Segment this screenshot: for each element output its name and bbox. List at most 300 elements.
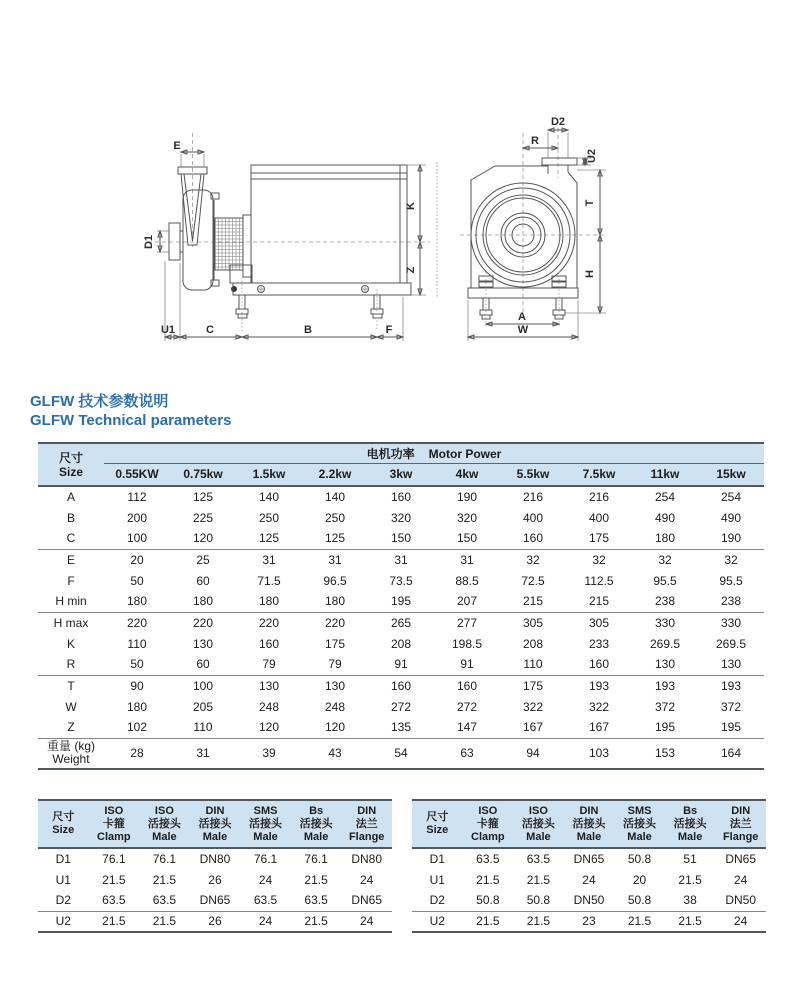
value-cell: 110 [193,720,213,735]
value-cell: 248 [324,699,346,714]
table-row [38,549,764,570]
value-cell: 208 [390,636,412,651]
port-table-2-body [412,848,766,932]
row-label: A [66,490,75,504]
value-cell: 24 [734,872,748,887]
motor-power-header [104,443,764,463]
value-cell: 180 [126,594,148,609]
connection-standard: DIN [731,804,751,817]
value-cell: 167 [522,720,544,735]
value-cell: 21.5 [304,914,328,929]
value-cell: 24 [360,914,374,929]
value-cell: 20 [632,872,647,887]
value-cell: 63.5 [102,893,126,908]
value-cell: 76.1 [253,852,278,866]
power-column-header: 0.55KW [104,463,170,486]
dim-label-w: W [517,324,529,336]
value-cell: 193 [588,678,610,693]
value-cell: 272 [456,699,478,714]
connection-column-header [614,800,665,848]
table-row [38,890,392,911]
value-cell: 24 [360,872,374,887]
row-label: H min [55,594,87,609]
value-cell: 31 [196,746,210,761]
connection-standard: SMS [253,804,278,817]
value-cell: 32 [526,552,540,567]
value-cell: 43 [328,746,342,761]
table-row [38,738,764,769]
value-cell: 238 [654,594,676,609]
value-cell: 20 [130,552,144,567]
value-cell: 50.8 [476,893,500,908]
value-cell: 88.5 [455,573,479,588]
value-cell: 50.8 [627,852,652,866]
dim-label-k: K [405,202,417,210]
value-cell: 50.8 [526,893,551,908]
value-cell: DN80 [199,852,231,866]
table-row [38,848,392,869]
row-label: F [67,573,75,588]
value-cell: DN65 [199,893,231,908]
value-cell: 277 [456,615,478,630]
value-cell: 72.5 [521,573,545,588]
side-view-geometry [148,133,437,341]
value-cell: 130 [258,678,280,693]
value-cell: 50.8 [627,893,652,908]
size-header-zh: 尺寸 [426,811,449,823]
value-cell: 25 [196,552,210,567]
connection-column-header [513,800,564,848]
dim-label-d1: D1 [143,234,155,250]
connection-type-zh: 活接头 [299,817,333,830]
value-cell: 21.5 [476,914,500,929]
value-cell: 90 [130,678,144,693]
value-cell: 125 [324,531,346,546]
dim-label-z: Z [405,266,417,274]
connection-type-en: Male [303,830,329,843]
connection-column-header [715,800,766,848]
row-label: D1 [55,852,71,866]
table-row [38,696,764,717]
value-cell: 38 [683,893,697,908]
connection-column-header [240,800,291,848]
dim-label-c: C [206,324,214,336]
dim-label-b: B [304,324,312,336]
power-columns-row [38,463,764,486]
value-cell: 21.5 [152,914,177,929]
connection-type-zh: 活接头 [623,817,657,830]
value-cell: DN65 [573,852,605,866]
value-cell: 130 [654,657,676,672]
connection-standard: DIN [205,804,225,817]
pump-side-view-drawing [130,105,460,355]
table-row [38,591,764,612]
value-cell: 26 [208,914,222,929]
value-cell: 225 [192,510,214,525]
size-header-en: Size [58,464,83,479]
value-cell: 140 [324,490,346,504]
connection-type-zh: 活接头 [521,817,555,830]
value-cell: 140 [258,490,280,504]
value-cell: 51 [683,852,697,866]
connection-type-en: Male [202,830,228,843]
row-label: D2 [55,893,71,908]
dim-label-d2: D2 [550,116,566,128]
value-cell: 238 [720,594,742,609]
connection-standard: SMS [627,804,652,817]
section-title [30,392,231,430]
table-row [412,890,766,911]
value-cell: 180 [258,594,280,609]
table-row [38,654,764,675]
value-cell: 39 [262,746,276,761]
connection-type-en: Flange [348,830,385,843]
value-cell: 372 [654,699,676,714]
title-chinese: GLFW 技术参数说明 [30,393,169,410]
size-header-zh: 尺寸 [52,811,75,823]
row-label: B [66,510,75,525]
connection-column-header [291,800,342,848]
value-cell: 195 [654,720,676,735]
value-cell: 198.5 [451,636,483,651]
value-cell: 100 [192,678,214,693]
value-cell: 160 [258,636,280,651]
connection-type-en: Male [253,830,278,843]
row-label: T [67,678,75,693]
power-column-header: 1.5kw [236,463,302,486]
value-cell: 248 [258,699,280,714]
value-cell: 190 [456,490,478,504]
connection-type-en: Clamp [471,830,505,843]
value-cell: 31 [328,552,342,567]
power-column-header: 7.5kw [566,463,632,486]
value-cell: 130 [720,657,742,672]
value-cell: 180 [192,594,214,609]
table-row [412,911,766,932]
table-row [38,486,764,507]
value-cell: 32 [724,552,738,567]
pump-front-view-drawing [455,108,690,348]
connection-type-zh: 活接头 [147,817,181,830]
row-label: U1 [55,872,71,887]
value-cell: 220 [258,615,280,630]
connection-standard: ISO [104,804,124,817]
value-cell: 28 [130,746,144,761]
table-row [38,675,764,696]
value-cell: 193 [654,678,676,693]
value-cell: 269.5 [715,636,747,651]
connection-standard: DIN [357,804,377,817]
value-cell: 31 [262,552,276,567]
value-cell: 21.5 [526,914,551,929]
value-cell: 120 [192,531,214,546]
connection-type-en: Male [526,830,551,843]
value-cell: 147 [456,720,478,735]
value-cell: 193 [720,678,742,693]
value-cell: 208 [522,636,544,651]
power-column-header: 3kw [368,463,434,486]
value-cell: 50 [130,573,144,588]
value-cell: 160 [588,657,610,672]
size-column-header [38,800,89,848]
value-cell: 180 [654,531,676,546]
value-cell: 79 [262,657,276,672]
power-column-header: 15kw [698,463,764,486]
value-cell: 112.5 [584,573,614,588]
value-cell: 102 [126,720,148,735]
row-label: U2 [55,914,71,929]
row-label: K [66,636,75,651]
value-cell: 490 [654,510,676,525]
value-cell: 164 [720,746,742,761]
row-label-zh: 重量 (kg) [46,739,95,754]
power-column-header: 5.5kw [500,463,566,486]
value-cell: 79 [328,657,342,672]
value-cell: 175 [324,636,346,651]
row-label: D2 [429,893,445,908]
value-cell: 112 [127,490,147,504]
value-cell: 150 [390,531,412,546]
value-cell: 330 [654,615,676,630]
value-cell: 272 [390,699,412,714]
row-label-en: Weight [52,752,90,767]
value-cell: 24 [258,914,273,929]
connection-standard: ISO [528,804,548,817]
size-column-header [412,800,463,848]
value-cell: 21.5 [627,914,652,929]
value-cell: 120 [324,720,346,735]
value-cell: 76.1 [102,852,126,866]
connection-column-header [341,800,392,848]
title-english: GLFW Technical parameters [30,412,232,429]
connection-column-header [89,800,140,848]
value-cell: 130 [324,678,346,693]
motor-power-en: Motor Power [428,446,502,461]
value-cell: 175 [588,531,610,546]
value-cell: 305 [522,615,544,630]
value-cell: 91 [394,657,408,672]
value-cell: 233 [588,636,610,651]
value-cell: 71.5 [257,573,281,588]
dim-label-h: H [584,270,596,278]
value-cell: 153 [654,746,676,761]
table-row [38,869,392,890]
value-cell: 322 [588,699,610,714]
row-label: U2 [429,914,445,929]
value-cell: 160 [456,678,478,693]
dim-label-r: R [531,135,539,147]
value-cell: 110 [127,636,147,651]
row-label [38,738,104,769]
value-cell: 32 [592,552,606,567]
size-header-zh: 尺寸 [58,450,83,465]
table-row [38,570,764,591]
connection-column-header [665,800,716,848]
value-cell: 76.1 [304,852,328,866]
port-table-1-header [38,800,392,848]
table-row [38,633,764,654]
value-cell: 215 [522,594,544,609]
value-cell: 250 [324,510,346,525]
value-cell: 400 [588,510,610,525]
value-cell: 125 [258,531,280,546]
value-cell: 21.5 [526,872,551,887]
value-cell: 160 [522,531,544,546]
port-table-1-body [38,848,392,932]
value-cell: 31 [394,552,408,567]
value-cell: 100 [126,531,148,546]
dim-label-u2: U2 [586,148,598,164]
value-cell: 216 [522,490,544,504]
connection-type-en: Male [576,830,602,843]
value-cell: 63.5 [304,893,328,908]
value-cell: 135 [390,720,412,735]
table-row [38,911,392,932]
value-cell: 63 [460,746,474,761]
value-cell: 269.5 [649,636,681,651]
table-row [412,848,766,869]
connection-type-zh: 活接头 [249,817,283,830]
connection-standard: Bs [683,804,698,817]
value-cell: 21.5 [102,914,126,929]
connection-type-en: Clamp [97,830,131,843]
motor-power-zh: 电机功率 [366,446,415,461]
value-cell: 95.5 [719,573,743,588]
value-cell: 150 [456,531,478,546]
connection-type-zh: 活接头 [572,817,606,830]
connection-type-zh: 活接头 [673,817,707,830]
row-label: D1 [429,852,445,866]
value-cell: DN80 [351,852,383,866]
size-header-en: Size [52,824,75,836]
value-cell: DN50 [573,893,605,908]
value-cell: 21.5 [102,872,126,887]
value-cell: 103 [588,746,610,761]
value-cell: 167 [588,720,610,735]
value-cell: 21.5 [678,872,702,887]
value-cell: 63.5 [253,893,278,908]
motor-body [251,165,407,283]
main-parameters-table [38,442,764,770]
value-cell: 63.5 [476,852,500,866]
connection-column-header [190,800,241,848]
value-cell: 490 [720,510,742,525]
dim-label-t: T [584,199,596,207]
connection-type-zh: 法兰 [355,817,378,830]
value-cell: 24 [258,872,273,887]
port-table-2-header [412,800,766,848]
value-cell: DN65 [351,893,383,908]
dim-label-u1: U1 [160,324,176,336]
value-cell: 24 [734,914,748,929]
row-label: H max [53,615,89,630]
value-cell: 60 [196,657,210,672]
value-cell: 254 [720,490,742,504]
side-view-dimension-labels [143,140,417,336]
lantern-grid-lines [215,218,243,270]
connection-type-en: Flange [722,830,759,843]
port-table-header-row [412,800,766,848]
value-cell: 320 [390,510,412,525]
value-cell: 160 [390,490,412,504]
connection-type-en: Male [627,830,652,843]
power-column-header: 4kw [434,463,500,486]
value-cell: 195 [390,594,412,609]
value-cell: 250 [258,510,280,525]
power-column-header: 2.2kw [302,463,368,486]
value-cell: 190 [720,531,742,546]
main-table-body [38,486,764,769]
value-cell: 32 [658,552,672,567]
size-header-en: Size [426,824,449,836]
value-cell: 26 [208,872,222,887]
value-cell: 24 [582,872,596,887]
value-cell: 180 [324,594,346,609]
value-cell: 130 [192,636,214,651]
value-cell: 205 [192,699,214,714]
value-cell: 76.1 [152,852,177,866]
row-label: U1 [429,872,445,887]
value-cell: 175 [522,678,544,693]
value-cell: 96.5 [323,573,347,588]
value-cell: 160 [390,678,412,693]
connection-column-header [139,800,190,848]
value-cell: 21.5 [304,872,328,887]
value-cell: 94 [526,746,540,761]
value-cell: 195 [720,720,742,735]
value-cell: 305 [588,615,610,630]
value-cell: 21.5 [678,914,702,929]
main-table-header [38,443,764,486]
dim-label-a: A [518,311,526,323]
table-row [38,612,764,633]
value-cell: 21.5 [476,872,500,887]
value-cell: 31 [460,552,474,567]
power-column-header: 0.75kw [170,463,236,486]
row-label: W [65,699,77,714]
value-cell: 207 [456,594,478,609]
value-cell: 50 [130,657,144,672]
value-cell: 54 [394,746,408,761]
row-label: Z [67,720,75,735]
value-cell: 60 [196,573,210,588]
port-size-table-2 [412,799,766,933]
table-row [38,507,764,528]
value-cell: 265 [390,615,412,630]
value-cell: DN65 [725,852,757,866]
dim-label-f: F [385,324,393,336]
value-cell: 110 [523,657,543,672]
connection-type-zh: 卡箍 [476,817,499,830]
connection-standard: ISO [154,804,174,817]
value-cell: 220 [324,615,346,630]
table-row [412,869,766,890]
value-cell: 63.5 [152,893,177,908]
connection-type-zh: 活接头 [198,817,232,830]
value-cell: 21.5 [152,872,177,887]
connection-standard: Bs [309,804,324,817]
value-cell: 254 [654,490,676,504]
power-column-header: 11kw [632,463,698,486]
value-cell: 120 [258,720,280,735]
value-cell: 216 [588,490,610,504]
table-row [38,717,764,738]
row-label: E [66,552,75,567]
value-cell: 220 [126,615,148,630]
connection-standard: DIN [579,804,599,817]
value-cell: 320 [456,510,478,525]
connection-type-en: Male [152,830,177,843]
